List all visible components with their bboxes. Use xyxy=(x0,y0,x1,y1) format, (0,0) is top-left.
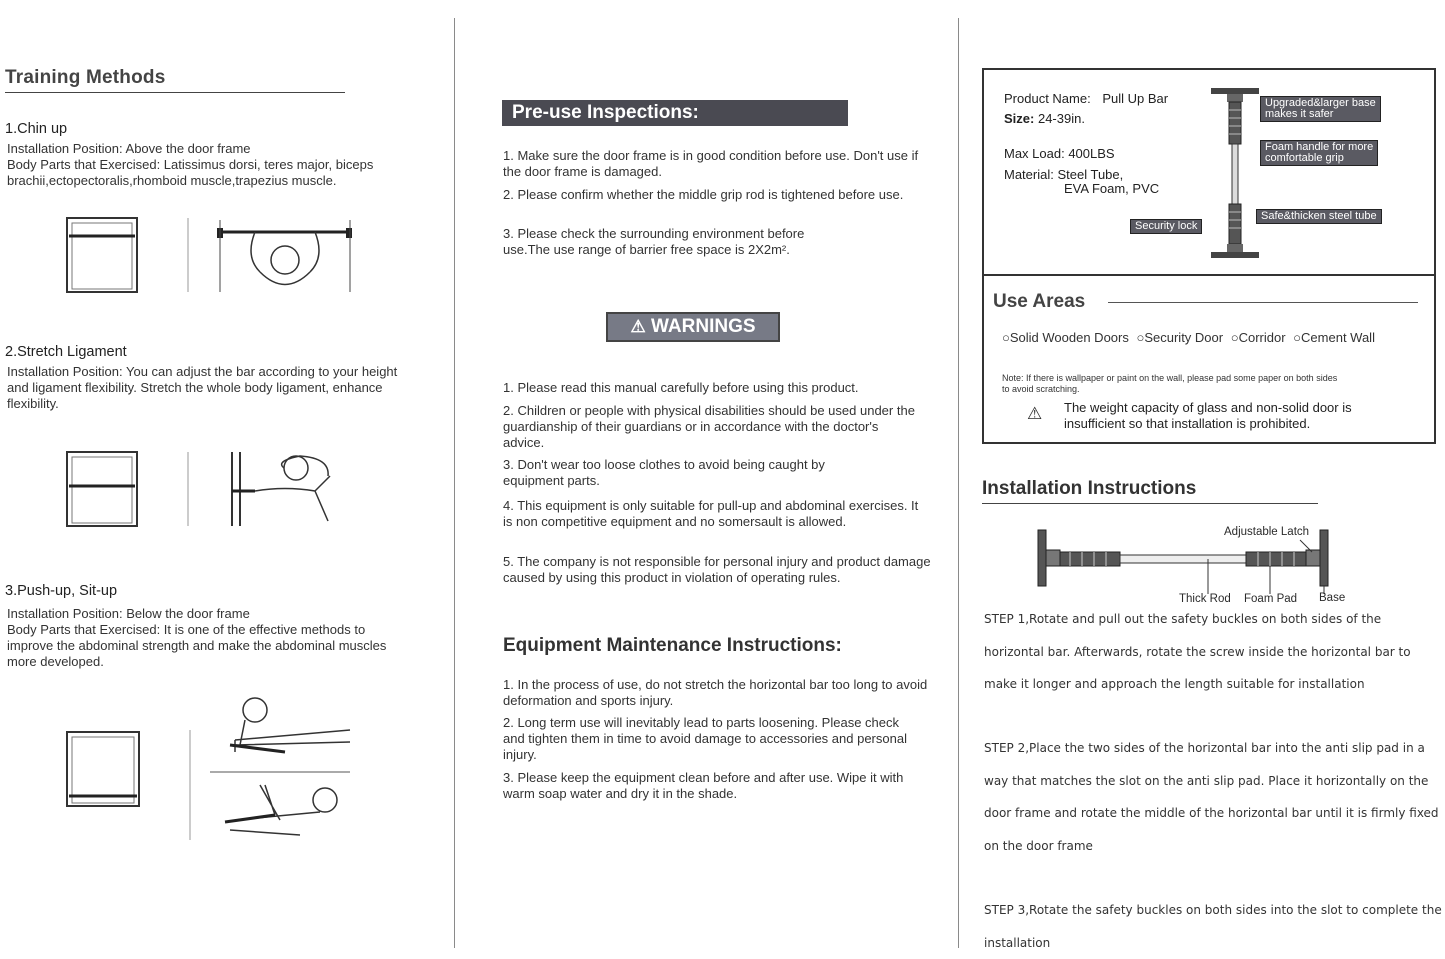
label-foam-pad: Foam Pad xyxy=(1244,593,1298,605)
circle-icon: ○ xyxy=(1002,330,1010,345)
box-divider xyxy=(984,274,1434,276)
warning-item: 2. Children or people with physical disabilities should be used under the guardianship of their guardians or in accordance with the doctor's advice. xyxy=(503,403,915,450)
caution-line: insufficient so that installation is prohibited. xyxy=(1064,416,1311,431)
installation-rule xyxy=(982,503,1318,504)
note-line: Note: If there is wallpaper or paint on the wall, please pad some paper on both sides xyxy=(1002,373,1338,383)
training-methods-title: Training Methods xyxy=(5,67,166,88)
body-line: brachii,ectopectoralis,rhomboid muscle,trapezius muscle. xyxy=(7,173,337,188)
maintenance-title: Equipment Maintenance Instructions: xyxy=(503,635,842,656)
circle-icon: ○ xyxy=(1293,330,1302,345)
item-heading-chin-up: 1.Chin up xyxy=(5,121,68,137)
use-areas-title: Use Areas xyxy=(993,291,1086,312)
body-line: Installation Position: You can adjust the bar according to your height xyxy=(7,364,398,379)
body-line: and ligament flexibility. Stretch the whole body ligament, enhance xyxy=(7,380,383,395)
area-item: Security Door xyxy=(1144,330,1224,345)
maintenance-item: 2. Long term use will inevitably lead to parts loosening. Please check and tighten them in time to avoid damage to accessories and personal injury. xyxy=(503,715,907,762)
warning-item: 3. Don't wear too loose clothes to avoid being caught by equipment parts. xyxy=(503,457,825,488)
preuse-banner: Pre-use Inspections: xyxy=(502,100,848,126)
tag-security-lock: Security lock xyxy=(1130,219,1202,234)
use-areas-list xyxy=(1002,330,1375,345)
material-value-1: Steel Tube, xyxy=(1057,167,1124,182)
stretch-figure xyxy=(60,446,360,530)
circle-icon: ○ xyxy=(1136,330,1145,345)
area-item: Cement Wall xyxy=(1301,330,1375,345)
column-divider-left xyxy=(454,18,455,948)
body-line: Installation Position: Above the door frame xyxy=(7,141,251,156)
warning-item: 5. The company is not responsible for personal injury and product damage caused by using this product in violation of operating rules. xyxy=(503,554,931,585)
maintenance-item: 1. In the process of use, do not stretch the horizontal bar too long to avoid deformation and sports injury. xyxy=(503,677,928,708)
material-value-2: EVA Foam, PVC xyxy=(1064,181,1160,196)
tag-line: Foam handle for more xyxy=(1265,141,1374,153)
column-divider-right xyxy=(958,18,959,948)
label-thick-rod: Thick Rod xyxy=(1179,593,1231,605)
body-line: Installation Position: Below the door frame xyxy=(7,606,250,621)
maintenance-item: 3. Please keep the equipment clean before and after use. Wipe it with warm soap water and dry it in the shade. xyxy=(503,770,904,801)
item-body-chin-up xyxy=(7,141,447,189)
material-row xyxy=(1004,167,1123,182)
body-line: improve the abdominal strength and make the abdominal muscles xyxy=(7,638,387,653)
size-label: Size: xyxy=(1004,111,1035,126)
product-name-value: Pull Up Bar xyxy=(1102,91,1169,106)
body-line: Body Parts that Exercised: It is one of the effective methods to xyxy=(7,622,366,637)
tag-base xyxy=(1260,96,1381,122)
pushup-situp-figure xyxy=(60,690,360,850)
use-areas-rule xyxy=(1108,302,1418,303)
pull-up-bar-vertical-diagram xyxy=(1205,84,1265,264)
area-item: Solid Wooden Doors xyxy=(1009,330,1129,345)
tag-line: makes it safer xyxy=(1265,108,1334,120)
item-body-pushup xyxy=(7,606,452,670)
install-step-1: STEP 1,Rotate and pull out the safety buckles on both sides of the horizontal bar. Afterwards, rotate the screw inside the horizontal bar to make it longer and approach the length suitable for installation xyxy=(984,612,1411,691)
warnings-title: WARNINGS xyxy=(651,316,756,337)
label-base: Base xyxy=(1319,592,1346,604)
max-load-row xyxy=(1004,146,1115,161)
product-name-label: Product Name: xyxy=(1004,91,1091,106)
body-line: more developed. xyxy=(7,654,104,669)
tag-steel-tube: Safe&thicken steel tube xyxy=(1256,209,1382,224)
circle-icon: ○ xyxy=(1230,330,1239,345)
body-line: flexibility. xyxy=(7,396,59,411)
title-underline xyxy=(5,92,345,93)
tag-line: comfortable grip xyxy=(1265,152,1344,164)
preuse-item: 3. Please check the surrounding environment before use.The use range of barrier free space is 2X2m². xyxy=(503,226,805,257)
caution-text xyxy=(1064,400,1352,432)
caution-triangle-icon: ⚠ xyxy=(1027,404,1043,423)
tag-foam-handle xyxy=(1260,140,1378,166)
warning-item: 4. This equipment is only suitable for pull-up and abdominal exercises. It is non competitive equipment and no somersault is allowed. xyxy=(503,498,919,529)
body-line: Body Parts that Exercised: Latissimus dorsi, teres major, biceps xyxy=(7,157,374,172)
area-item: Corridor xyxy=(1238,330,1286,345)
installation-title: Installation Instructions xyxy=(982,478,1197,499)
item-heading-stretch: 2.Stretch Ligament xyxy=(5,344,127,360)
warnings-banner xyxy=(606,312,780,342)
chin-up-figure xyxy=(60,212,360,298)
item-body-stretch xyxy=(7,364,452,412)
label-adjustable-latch: Adjustable Latch xyxy=(1224,526,1310,538)
size-row xyxy=(1004,111,1085,126)
note-text xyxy=(1002,373,1422,395)
install-step-3: STEP 3,Rotate the safety buckles on both sides into the slot to complete the installation xyxy=(984,903,1442,950)
preuse-item: 2. Please confirm whether the middle grip rod is tightened before use. xyxy=(503,187,904,202)
install-step-2: STEP 2,Place the two sides of the horizontal bar into the anti slip pad in a way that matches the slot on the anti slip pad. Place it horizontally on the door frame and rotate the middle of the horizontal bar until it is firmly fixed on the door frame xyxy=(984,741,1439,853)
max-load-label: Max Load: xyxy=(1004,146,1065,161)
product-name-row xyxy=(1004,91,1168,106)
tag-line: Upgraded&larger base xyxy=(1265,97,1376,109)
preuse-item: 1. Make sure the door frame is in good condition before use. Don't use if the door frame is damaged. xyxy=(503,148,919,179)
size-value: 24-39in. xyxy=(1037,111,1085,126)
material-label: Material: xyxy=(1004,167,1054,182)
max-load-value: 400LBS xyxy=(1068,146,1115,161)
item-heading-pushup: 3.Push-up, Sit-up xyxy=(5,583,118,599)
caution-line: The weight capacity of glass and non-solid door is xyxy=(1064,400,1352,415)
warning-item: 1. Please read this manual carefully before using this product. xyxy=(503,380,859,395)
note-line: to avoid scratching. xyxy=(1002,384,1080,394)
warning-triangle-icon: ⚠ xyxy=(630,317,646,336)
